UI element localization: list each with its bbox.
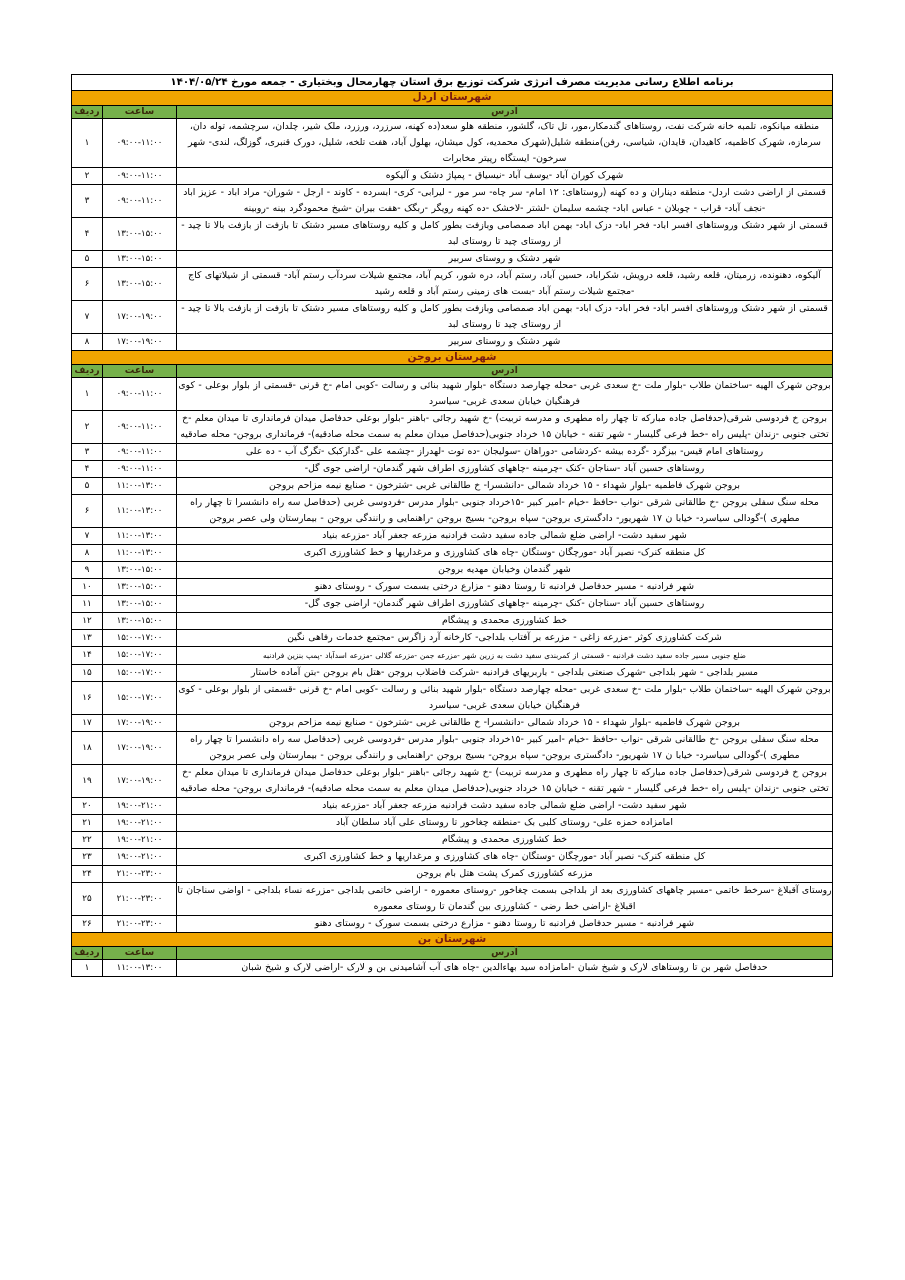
row-index: ۷ bbox=[72, 527, 103, 544]
outage-time-range: ۱۳:۰۰-۱۵:۰۰ bbox=[103, 578, 177, 595]
table-row bbox=[72, 444, 833, 461]
outage-time-range: ۱۷:۰۰-۱۹:۰۰ bbox=[103, 333, 177, 350]
outage-address: شهر دشتک و روستای سربیر bbox=[177, 333, 833, 350]
column-header-index: ردیف bbox=[72, 947, 103, 960]
outage-time-range: ۰۹:۰۰-۱۱:۰۰ bbox=[103, 184, 177, 217]
row-index: ۱۱ bbox=[72, 595, 103, 612]
outage-time-range: ۰۹:۰۰-۱۱:۰۰ bbox=[103, 461, 177, 478]
row-index: ۱۹ bbox=[72, 764, 103, 797]
outage-time-range: ۱۵:۰۰-۱۷:۰۰ bbox=[103, 629, 177, 646]
outage-address: روستاهای حسین آباد -سناجان -کنک -چرمینه -چاههای کشاورزی اطراف شهر گندمان- اراضی جوی گل- bbox=[177, 461, 833, 478]
table-row bbox=[72, 300, 833, 333]
outage-time-range: ۱۹:۰۰-۲۱:۰۰ bbox=[103, 814, 177, 831]
table-row bbox=[72, 797, 833, 814]
outage-address: بروجن شهرک الهیه -ساختمان طلاب -بلوار ملت -خ سعدی غربی -محله چهارصد دستگاه -بلوار شهید بنائی و رسالت -کوبی امام -خ قرنی -قسمتی از بلوار بوعلی - کوی فرهنگیان خیابان سعدی غربی- سیاسرد bbox=[177, 378, 833, 411]
row-index: ۱ bbox=[72, 378, 103, 411]
outage-time-range: ۱۷:۰۰-۱۹:۰۰ bbox=[103, 764, 177, 797]
outage-time-range: ۰۹:۰۰-۱۱:۰۰ bbox=[103, 411, 177, 444]
row-index: ۲۲ bbox=[72, 831, 103, 848]
section-header-0: شهرستان اردل bbox=[72, 91, 833, 106]
outage-address: محله سنگ سفلی بروجن -خ طالقانی شرقی -نواب -حافظ -خیام -امیر کبیر -۱۵خرداد جنوبی -بلوار مدرس -فردوسی غربی (حدفاصل سه راه دانشسرا تا چهار راه مطهری )-گودالی سیاسرد- خیابا ن ۱۷ شهریور- دادگستری بروجن- سپاه بروجن- بسیج بروجن -راهنمایی و رانندگی بروجن - بیمارستان ولی عصر بروجن bbox=[177, 731, 833, 764]
outage-address: خط کشاورزی محمدی و پیشگام bbox=[177, 831, 833, 848]
outage-address: کل منطقه کنرک- نصیر آباد -مورچگان -وستگان -چاه های کشاورزی و مرغداریها و خط کشاورزی اکبری bbox=[177, 848, 833, 865]
table-row bbox=[72, 681, 833, 714]
row-index: ۲۱ bbox=[72, 814, 103, 831]
row-index: ۴ bbox=[72, 217, 103, 250]
column-header-address: آدرس bbox=[177, 947, 833, 960]
outage-address: شرکت کشاورزی کوثر -مزرعه زاغی - مزرعه بر آفتاب بلداجی- کارخانه آرد زاگرس -مجتمع خدمات رفاهی نگین bbox=[177, 629, 833, 646]
table-row bbox=[72, 250, 833, 267]
outage-address: آلیکوه، دهنونده، زرمیتان، قلعه رشید، قلعه درویش، شکراباد، حسین آباد، رستم آباد، دره شور، کریم آباد، مجتمع شیلات سردآب رستم آباد- قسمتی از شیلاتهای کاج -مجتمع شیلات رستم آباد -بست های زمینی رستم آباد و قلعه رشید bbox=[177, 267, 833, 300]
column-header-index: ردیف bbox=[72, 365, 103, 378]
document-title-row bbox=[72, 75, 833, 91]
outage-address: روستاهای حسین آباد -سناجان -کنک -چرمینه -چاههای کشاورزی اطراف شهر گندمان- اراضی جوی گل- bbox=[177, 595, 833, 612]
row-index: ۱۴ bbox=[72, 646, 103, 664]
outage-time-range: ۱۱:۰۰-۱۳:۰۰ bbox=[103, 960, 177, 977]
row-index: ۵ bbox=[72, 250, 103, 267]
outage-time-range: ۱۳:۰۰-۱۵:۰۰ bbox=[103, 217, 177, 250]
table-row bbox=[72, 714, 833, 731]
row-index: ۱۶ bbox=[72, 681, 103, 714]
outage-time-range: ۱۵:۰۰-۱۷:۰۰ bbox=[103, 664, 177, 681]
outage-time-range: ۱۳:۰۰-۱۵:۰۰ bbox=[103, 595, 177, 612]
section-header-row bbox=[72, 932, 833, 947]
table-row bbox=[72, 814, 833, 831]
outage-time-range: ۱۳:۰۰-۱۵:۰۰ bbox=[103, 250, 177, 267]
row-index: ۷ bbox=[72, 300, 103, 333]
row-index: ۱۲ bbox=[72, 612, 103, 629]
row-index: ۲۳ bbox=[72, 848, 103, 865]
outage-time-range: ۰۹:۰۰-۱۱:۰۰ bbox=[103, 444, 177, 461]
row-index: ۸ bbox=[72, 333, 103, 350]
outage-time-range: ۲۱:۰۰-۲۳:۰۰ bbox=[103, 882, 177, 915]
table-row bbox=[72, 217, 833, 250]
outage-address: شهر دشتک و روستای سربیر bbox=[177, 250, 833, 267]
outage-time-range: ۱۷:۰۰-۱۹:۰۰ bbox=[103, 714, 177, 731]
outage-address: قسمتی از اراضی دشت اردل- منطقه دیناران و ده کهنه (روستاهای: ۱۲ امام- سر چاه- سر مور - لیرابی- کری- ابسرده - کاوند - ارجل - شوران- مراد اباد - عزیز اباد -نجف آباد- قراب - چوبلان - عباس اباد- چشمه سلیمان -لشتر -لاخشک -ده کهنه رویگر -ربگک -هفت بیران -شیخ محمودگرد بینه -روبینه bbox=[177, 184, 833, 217]
row-index: ۴ bbox=[72, 461, 103, 478]
outage-address: روستاهای امام قیس- بیزگرد -گرده بیشه -کردشامی -دوراهان -سولیجان -ده توت -لهدراز -چشمه علی -گدارکبک -تگرگ آب - ده علی bbox=[177, 444, 833, 461]
row-index: ۱ bbox=[72, 960, 103, 977]
column-header-address: آدرس bbox=[177, 105, 833, 118]
row-index: ۱۰ bbox=[72, 578, 103, 595]
outage-address: مزرعه کشاورزی کمرک پشت هتل بام بروجن bbox=[177, 865, 833, 882]
table-row bbox=[72, 378, 833, 411]
table-row bbox=[72, 865, 833, 882]
table-row bbox=[72, 915, 833, 932]
table-row bbox=[72, 411, 833, 444]
row-index: ۲۶ bbox=[72, 915, 103, 932]
row-index: ۱ bbox=[72, 118, 103, 167]
table-row bbox=[72, 882, 833, 915]
row-index: ۲۵ bbox=[72, 882, 103, 915]
table-row bbox=[72, 118, 833, 167]
table-row bbox=[72, 267, 833, 300]
outage-address: روستای آقبلاغ -سرخط خاتمی -مسیر چاههای کشاورزی بعد از بلداجی بسمت چغاخور -روستای معموره - اراضی خاتمی بلداجی -مزرعه نساء بلداجی - اواضی سناجان تا اقبلاغ -اراضی خط رضی - کشاورزی بین گندمان تا روستای معموره bbox=[177, 882, 833, 915]
outage-address: حدفاصل شهر بن تا روستاهای لارک و شیخ شبان -امامزاده سید بهاءالدین -چاه های آب آشامیدنی بن و لارک -اراضی لارک و شیخ شبان bbox=[177, 960, 833, 977]
table-row bbox=[72, 848, 833, 865]
outage-address: مسیر بلداجی - شهر بلداجی -شهرک صنعتی بلداجی - باربریهای فرادنبه -شرکت فاضلاب بروجن -هتل بام بروجن -بتن آماده خاستار bbox=[177, 664, 833, 681]
outage-address: شهر سفید دشت- اراضی ضلع شمالی جاده سفید دشت فرادنبه مزرعه جعفر آباد -مزرعه بنیاد bbox=[177, 527, 833, 544]
table-row bbox=[72, 612, 833, 629]
table-row bbox=[72, 544, 833, 561]
column-header-row bbox=[72, 365, 833, 378]
outage-time-range: ۱۱:۰۰-۱۳:۰۰ bbox=[103, 478, 177, 495]
outage-address: کل منطقه کنرک- نصیر آباد -مورچگان -وستگان -چاه های کشاورزی و مرغداریها و خط کشاورزی اکبری bbox=[177, 544, 833, 561]
table-row bbox=[72, 664, 833, 681]
outage-address: قسمتی از شهر دشتک وروستاهای افسر اباد- فخر اباد- دزک اباد- بهمن اباد صمصامی وبازفت بطور کامل و کلیه روستاهای مسیر دشتک تا بازفت از بازفت بالا تا چید - از روستای چید تا روستای لبد bbox=[177, 300, 833, 333]
page-title: برنامه اطلاع رسانی مدیریت مصرف انرژی شرکت توزیع برق استان چهارمحال وبختیاری - جمعه مورخ ۱۴۰۴/۰۵/۲۴ bbox=[72, 75, 833, 91]
outage-address: شهرک کوران آباد -یوسف آباد -نیسیاق - پمپاژ دشتک و آلیکوه bbox=[177, 167, 833, 184]
row-index: ۳ bbox=[72, 444, 103, 461]
outage-address: شهر فرادنبه - مسیر حدفاصل فرادنبه تا روستا دهنو - مزارع درختی بسمت سورک - روستای دهنو bbox=[177, 915, 833, 932]
outage-address: شهر فرادنبه - مسیر حدفاصل فرادنبه تا روستا دهنو - مزارع درختی بسمت سورک - روستای دهنو bbox=[177, 578, 833, 595]
row-index: ۹ bbox=[72, 561, 103, 578]
outage-time-range: ۱۷:۰۰-۱۹:۰۰ bbox=[103, 731, 177, 764]
outage-time-range: ۱۳:۰۰-۱۵:۰۰ bbox=[103, 267, 177, 300]
outage-address: قسمتی از شهر دشتک وروستاهای افسر اباد- فخر اباد- دزک اباد- بهمن اباد صمصامی وبازفت بطور کامل و کلیه روستاهای مسیر دشتک تا بازفت از بازفت بالا تا چید - از روستای چید تا روستای لبد bbox=[177, 217, 833, 250]
outage-address: امامزاده حمزه علی- روستای کلبی بک -منطقه چغاخور تا روستای علی آباد سلطان آباد bbox=[177, 814, 833, 831]
outage-address: خط کشاورزی محمدی و پیشگام bbox=[177, 612, 833, 629]
outage-time-range: ۱۹:۰۰-۲۱:۰۰ bbox=[103, 848, 177, 865]
table-row bbox=[72, 764, 833, 797]
column-header-time: ساعت bbox=[103, 947, 177, 960]
row-index: ۱۸ bbox=[72, 731, 103, 764]
outage-address: محله سنگ سفلی بروجن -خ طالقانی شرقی -نواب -حافظ -خیام -امیر کبیر -۱۵خرداد جنوبی -بلوار مدرس -فردوسی غربی (حدفاصل سه راه دانشسرا تا چهار راه مطهری )-گودالی سیاسرد- خیابا ن ۱۷ شهریور- دادگستری بروجن- سپاه بروجن- بسیج بروجن -راهنمایی و رانندگی بروجن - بیمارستان ولی عصر بروجن bbox=[177, 495, 833, 528]
column-header-time: ساعت bbox=[103, 105, 177, 118]
outage-time-range: ۱۷:۰۰-۱۹:۰۰ bbox=[103, 300, 177, 333]
table-row bbox=[72, 478, 833, 495]
outage-address: شهر گندمان وخیابان مهدیه بروجن bbox=[177, 561, 833, 578]
row-index: ۸ bbox=[72, 544, 103, 561]
table-row bbox=[72, 333, 833, 350]
outage-time-range: ۱۵:۰۰-۱۷:۰۰ bbox=[103, 681, 177, 714]
table-row bbox=[72, 184, 833, 217]
column-header-address: آدرس bbox=[177, 365, 833, 378]
outage-address: بروجن شهرک الهیه -ساختمان طلاب -بلوار ملت -خ سعدی غربی -محله چهارصد دستگاه -بلوار شهید بنائی و رسالت -کوبی امام -خ قرنی -قسمتی از بلوار بوعلی - کوی فرهنگیان خیابان سعدی غربی- سیاسرد bbox=[177, 681, 833, 714]
outage-address: بروجن خ فردوسی شرقی(حدفاصل جاده مبارکه تا چهار راه مطهری و مدرسه تربیت) -خ شهید رجائی -باهنر -بلوار بوعلی حدفاصل میدان فرمانداری تا میدان معلم -خ تختی جنوبی -زندان -پلیس راه -خط فرعی گلیسار - شهر تقنه - خیابان ۱۵ خرداد جنوبی(حدفاصل میدان معلم به سمت محله صادقیه)- فرمانداری بروجن- محله صادقیه bbox=[177, 764, 833, 797]
row-index: ۲ bbox=[72, 411, 103, 444]
table-row bbox=[72, 831, 833, 848]
row-index: ۱۵ bbox=[72, 664, 103, 681]
row-index: ۵ bbox=[72, 478, 103, 495]
outage-time-range: ۱۱:۰۰-۱۳:۰۰ bbox=[103, 495, 177, 528]
table-row bbox=[72, 527, 833, 544]
outage-address: بروجن شهرک فاطمیه -بلوار شهداء - ۱۵ خرداد شمالی -دانشسرا- خ طالقانی غربی -شترخون - صنایع نیمه مزاحم بروجن bbox=[177, 478, 833, 495]
outage-time-range: ۱۹:۰۰-۲۱:۰۰ bbox=[103, 797, 177, 814]
table-row bbox=[72, 646, 833, 664]
outage-time-range: ۱۳:۰۰-۱۵:۰۰ bbox=[103, 612, 177, 629]
table-row bbox=[72, 461, 833, 478]
section-header-row bbox=[72, 350, 833, 365]
row-index: ۳ bbox=[72, 184, 103, 217]
outage-time-range: ۲۱:۰۰-۲۳:۰۰ bbox=[103, 915, 177, 932]
table-row bbox=[72, 578, 833, 595]
outage-address: بروجن شهرک فاطمیه -بلوار شهداء - ۱۵ خرداد شمالی -دانشسرا- خ طالقانی غربی -شترخون - صنایع نیمه مزاحم بروجن bbox=[177, 714, 833, 731]
row-index: ۱۷ bbox=[72, 714, 103, 731]
row-index: ۶ bbox=[72, 267, 103, 300]
outage-address: بروجن خ فردوسی شرقی(حدفاصل جاده مبارکه تا چهار راه مطهری و مدرسه تربیت) -خ شهید رجائی -باهنر -بلوار بوعلی حدفاصل میدان فرمانداری تا میدان معلم -خ تختی جنوبی -زندان -پلیس راه -خط فرعی گلیسار - شهر تقنه - خیابان ۱۵ خرداد جنوبی(حدفاصل میدان معلم به سمت محله صادقیه)- فرمانداری بروجن- محله صادقیه bbox=[177, 411, 833, 444]
column-header-row bbox=[72, 105, 833, 118]
outage-time-range: ۰۹:۰۰-۱۱:۰۰ bbox=[103, 167, 177, 184]
section-header-2: شهرستان بن bbox=[72, 932, 833, 947]
column-header-index: ردیف bbox=[72, 105, 103, 118]
row-index: ۲۴ bbox=[72, 865, 103, 882]
table-row bbox=[72, 629, 833, 646]
row-index: ۶ bbox=[72, 495, 103, 528]
outage-time-range: ۱۵:۰۰-۱۷:۰۰ bbox=[103, 646, 177, 664]
column-header-row bbox=[72, 947, 833, 960]
row-index: ۱۳ bbox=[72, 629, 103, 646]
outage-address: شهر سفید دشت- اراضی ضلع شمالی جاده سفید دشت فرادنبه مزرعه جعفر آباد -مزرعه بنیاد bbox=[177, 797, 833, 814]
table-row bbox=[72, 960, 833, 977]
outage-time-range: ۰۹:۰۰-۱۱:۰۰ bbox=[103, 378, 177, 411]
table-row bbox=[72, 495, 833, 528]
outage-time-range: ۲۱:۰۰-۲۳:۰۰ bbox=[103, 865, 177, 882]
column-header-time: ساعت bbox=[103, 365, 177, 378]
table-row bbox=[72, 731, 833, 764]
outage-time-range: ۱۱:۰۰-۱۳:۰۰ bbox=[103, 527, 177, 544]
outage-address: ضلع جنوبی مسیر جاده سفید دشت فرادنبه - قسمتی از کمربندی سفید دشت به زرین شهر -مزرعه جمن -مزرعه گلالی -مزرعه اسدآباد -پمپ بنزین فرادنبه bbox=[177, 646, 833, 664]
outage-time-range: ۱۱:۰۰-۱۳:۰۰ bbox=[103, 544, 177, 561]
table-row bbox=[72, 167, 833, 184]
table-row bbox=[72, 595, 833, 612]
outage-address: منطقه میانکوه، تلمبه خانه شرکت نفت، روستاهای گندمکار،مور، تل تاک، گلشور، منطقه هلو سعد(ده کهنه، سرزرد، ورزرد، ملک شیر، چلدان، سرچشمه، توله دان، سرمازه، شهرک کاظمیه، کاهیدان، قایدان، شیاسی، رفن)منطقه شلیل(شهرک محمدیه، کول میشان، بهلول آباد، هفت تلخه، شلیل، دورک قنبری، گوزلگ، لندی- شهر سرخون- ایستگاه رپیتر مخابرات bbox=[177, 118, 833, 167]
outage-schedule-table bbox=[71, 74, 833, 977]
outage-time-range: ۱۳:۰۰-۱۵:۰۰ bbox=[103, 561, 177, 578]
outage-time-range: ۱۹:۰۰-۲۱:۰۰ bbox=[103, 831, 177, 848]
table-row bbox=[72, 561, 833, 578]
section-header-row bbox=[72, 91, 833, 106]
row-index: ۲۰ bbox=[72, 797, 103, 814]
row-index: ۲ bbox=[72, 167, 103, 184]
outage-time-range: ۰۹:۰۰-۱۱:۰۰ bbox=[103, 118, 177, 167]
section-header-1: شهرستان بروجن bbox=[72, 350, 833, 365]
